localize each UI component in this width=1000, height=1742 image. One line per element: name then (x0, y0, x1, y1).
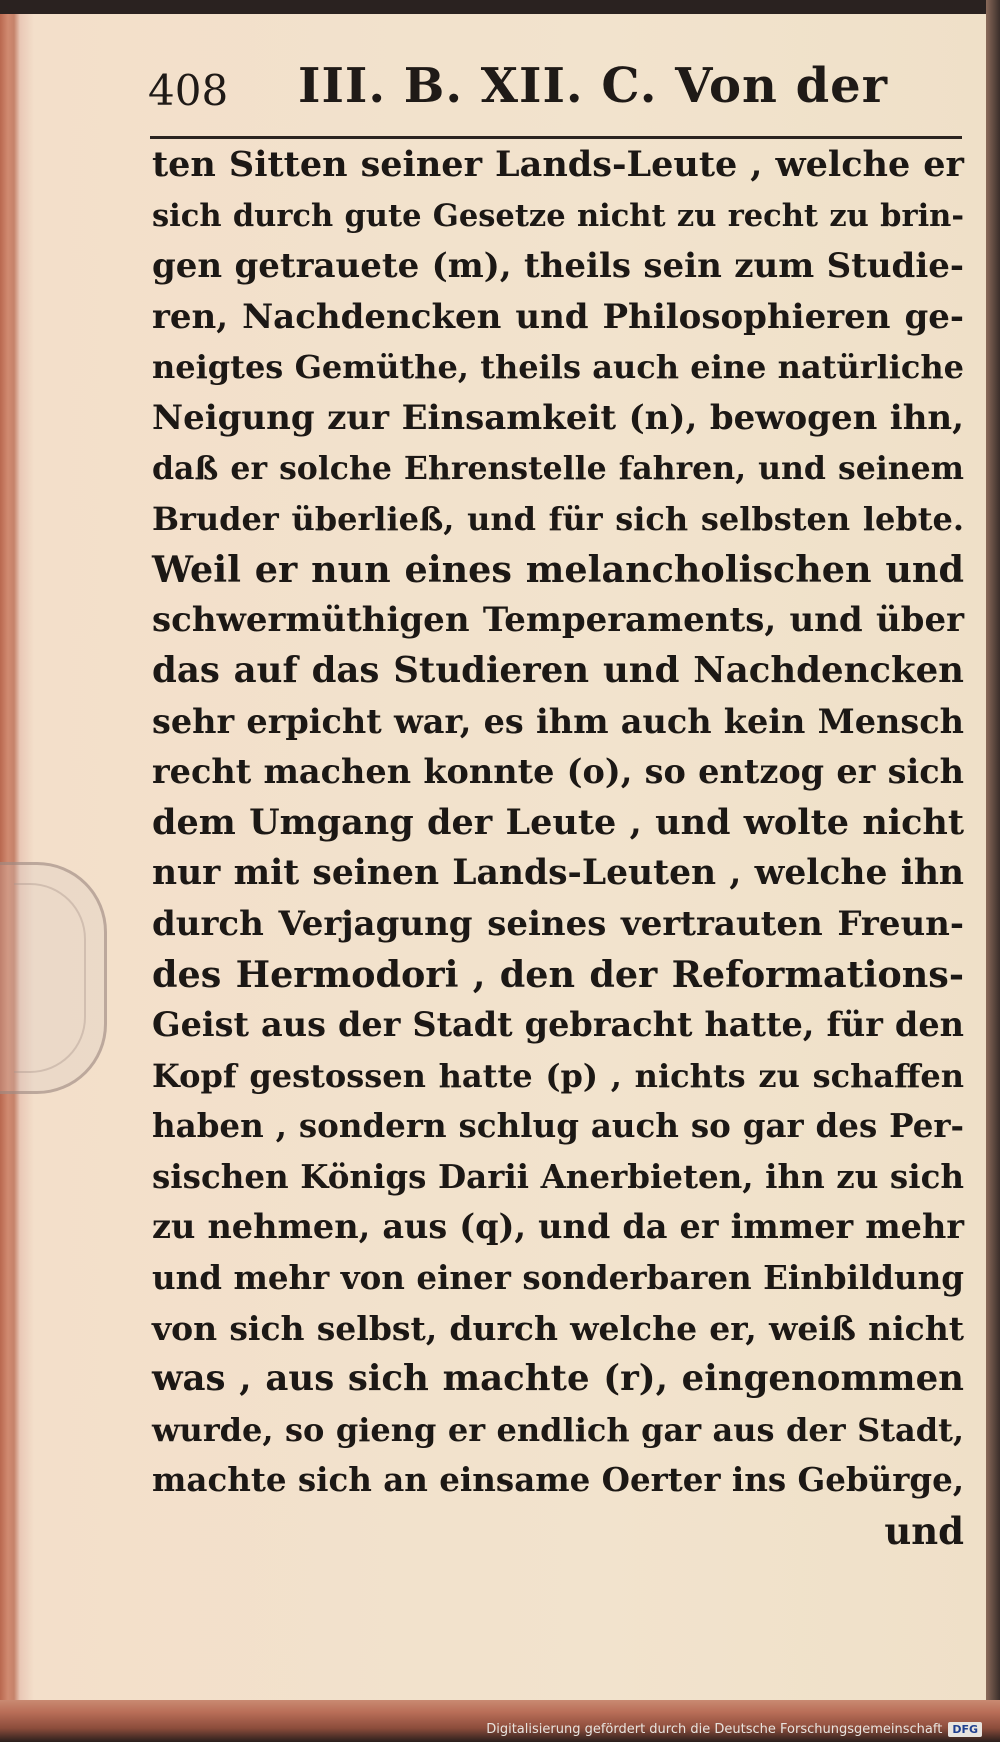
text-line: schwermüthigen Temperaments, und über (152, 600, 964, 641)
top-shadow (0, 0, 1000, 14)
text-line: Neigung zur Einsamkeit (n), bewogen ihn, (152, 397, 964, 438)
page-number: 408 (148, 66, 229, 115)
text-line: von sich selbst, durch welche er, weiß nicht (152, 1308, 964, 1348)
text-line: haben , sondern schlug auch so gar des Per- (152, 1106, 964, 1146)
text-line: sich durch gute Gesetze nicht zu recht zu brin- (152, 197, 964, 234)
text-line: wurde, so gieng er endlich gar aus der Stadt, (152, 1410, 964, 1449)
digitization-credit (486, 1718, 982, 1740)
text-line: und mehr von einer sonderbaren Einbildung (152, 1258, 964, 1298)
text-line: sischen Königs Darii Anerbieten, ihn zu sich (152, 1156, 964, 1196)
text-line: machte sich an einsame Oerter ins Gebürge, (152, 1460, 965, 1500)
text-line: recht machen konnte (o), so entzog er sich (152, 752, 964, 792)
text-line: sehr erpicht war, es ihm auch kein Mensch (152, 701, 964, 741)
text-line: was , aus sich machte (r), eingenommen (152, 1358, 964, 1400)
page-clip (0, 862, 107, 1094)
text-line: zu nehmen, aus (q), und da er immer mehr (152, 1207, 964, 1247)
text-line: ren, Nachdencken und Philosophieren ge- (152, 296, 964, 337)
page-clip-inner (14, 883, 86, 1073)
text-line: Bruder überließ, und für sich selbsten lebte. (152, 500, 964, 539)
text-line: Weil er nun eines melancholischen und (152, 547, 964, 591)
page-header (148, 58, 958, 128)
running-head: III. B. XII. C. Von der (298, 58, 888, 114)
text-line: nur mit seinen Lands-Leuten , welche ihn (152, 853, 964, 894)
right-page-edge (986, 0, 1000, 1742)
text-line: dem Umgang der Leute , und wolte nicht (152, 801, 964, 843)
text-line: des Hermodori , den der Reformations- (152, 952, 964, 996)
text-line: das auf das Studieren und Nachdencken (152, 649, 964, 691)
text-line: daß er solche Ehrenstelle fahren, und seinem (152, 449, 964, 487)
text-line: Geist aus der Stadt gebracht hatte, für den (152, 1005, 964, 1045)
header-rule (150, 136, 962, 139)
text-line: neigtes Gemüthe, theils auch eine natürliche (152, 348, 964, 387)
text-line: Kopf gestossen hatte (p) , nichts zu schaffen (152, 1056, 964, 1095)
catchword: und (884, 1509, 964, 1554)
body-text (152, 140, 964, 1557)
text-line: ten Sitten seiner Lands-Leute , welche er (152, 144, 964, 185)
text-line: durch Verjagung seines vertrauten Freun- (152, 903, 964, 944)
text-line: gen getrauete (m), theils sein zum Studie- (152, 246, 964, 287)
credit-text: Digitalisierung gefördert durch die Deutsche Forschungsgemeinschaft (486, 1721, 943, 1737)
dfg-logo: DFG (948, 1722, 982, 1737)
